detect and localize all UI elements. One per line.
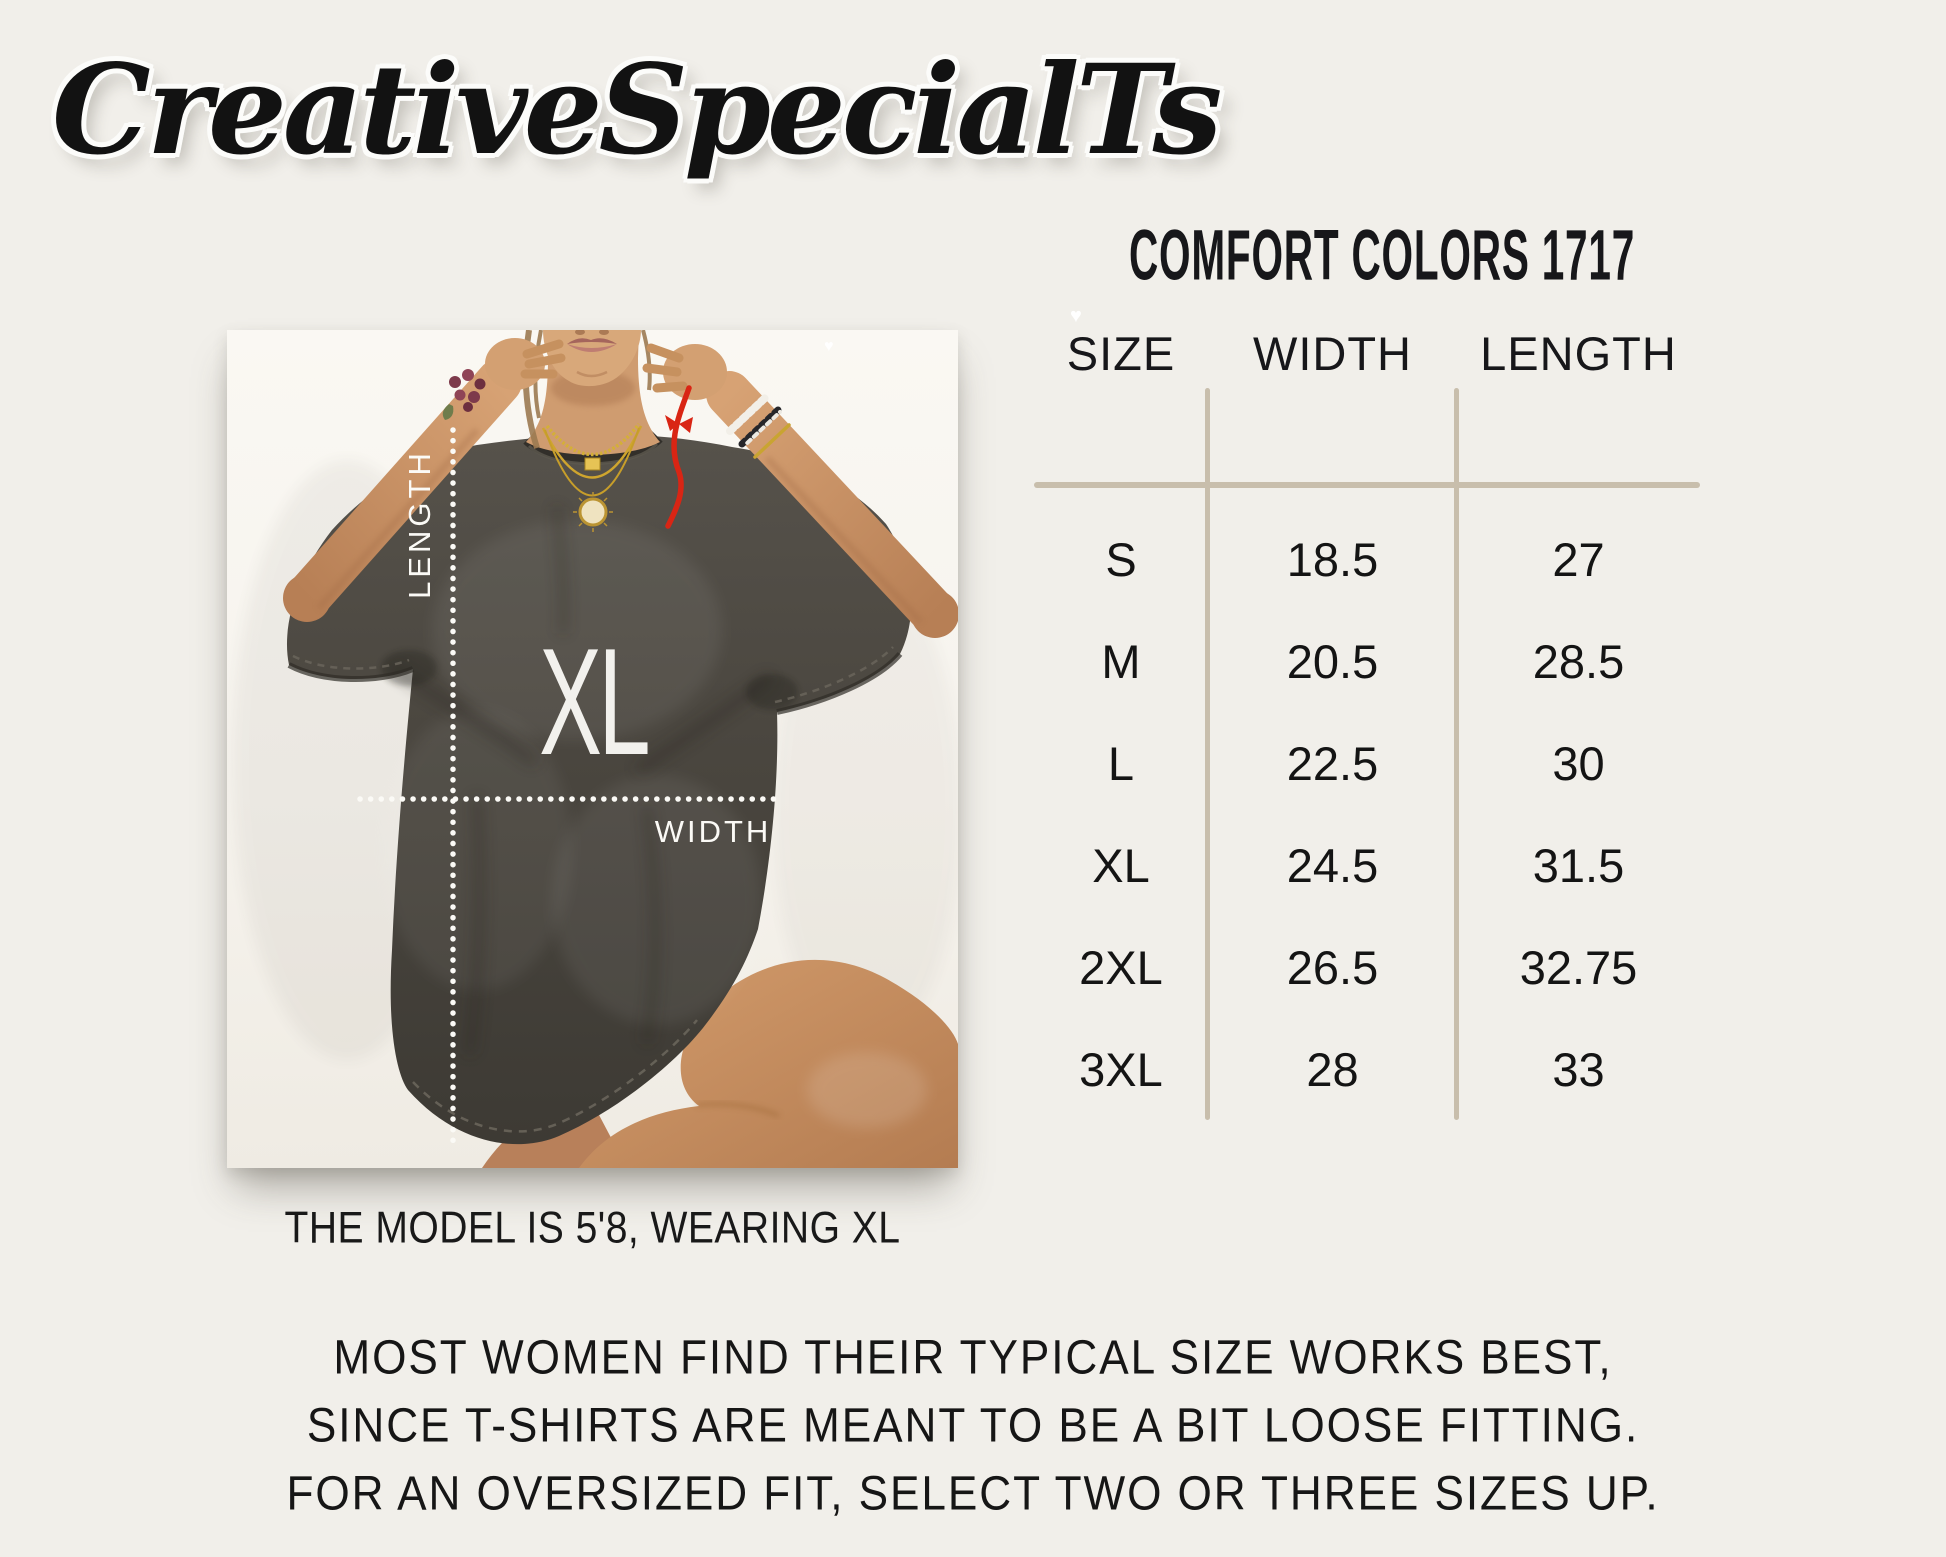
table-row: S 18.5 27	[1105, 532, 1605, 586]
size-table-header	[1034, 318, 1700, 388]
table-row: 2XL 26.5 32.75	[1079, 940, 1638, 994]
heart-icon: ♥	[824, 338, 834, 355]
sizing-advice-line: SINCE T-SHIRTS ARE MEANT TO BE A BIT LOOSE FITTING.	[306, 1397, 1640, 1453]
svg-text:XL: XL	[539, 616, 647, 787]
model-illustration	[227, 330, 958, 1168]
table-horizontal-divider	[1034, 482, 1700, 488]
heart-icon: ♥	[1070, 305, 1082, 327]
size-table-body	[1034, 508, 1700, 1120]
chart-title: COMFORT COLORS 1717	[1128, 215, 1636, 297]
size-table	[1034, 318, 1700, 1130]
length-label: LENGTH	[402, 449, 437, 599]
table-row: M 20.5 28.5	[1101, 634, 1625, 688]
table-row: XL 24.5 31.5	[1092, 838, 1625, 892]
table-row: L 22.5 30	[1107, 736, 1605, 790]
column-header-width: WIDTH	[1252, 326, 1412, 380]
column-header-size: SIZE	[1066, 326, 1176, 380]
width-label: WIDTH	[654, 814, 772, 849]
table-row: 3XL 28 33	[1079, 1042, 1605, 1096]
model-caption: THE MODEL IS 5'8, WEARING XL	[284, 1202, 901, 1253]
shirt-size-label	[539, 617, 648, 786]
sizing-advice-line: FOR AN OVERSIZED FIT, SELECT TWO OR THREE SIZES UP.	[286, 1465, 1660, 1521]
model-photo	[227, 330, 958, 1168]
sizing-advice-line: MOST WOMEN FIND THEIR TYPICAL SIZE WORKS BEST,	[333, 1329, 1613, 1385]
sizing-advice	[0, 1323, 1946, 1527]
column-header-length: LENGTH	[1480, 326, 1677, 380]
brand-logo: CreativeSpecialTs	[52, 38, 1219, 183]
